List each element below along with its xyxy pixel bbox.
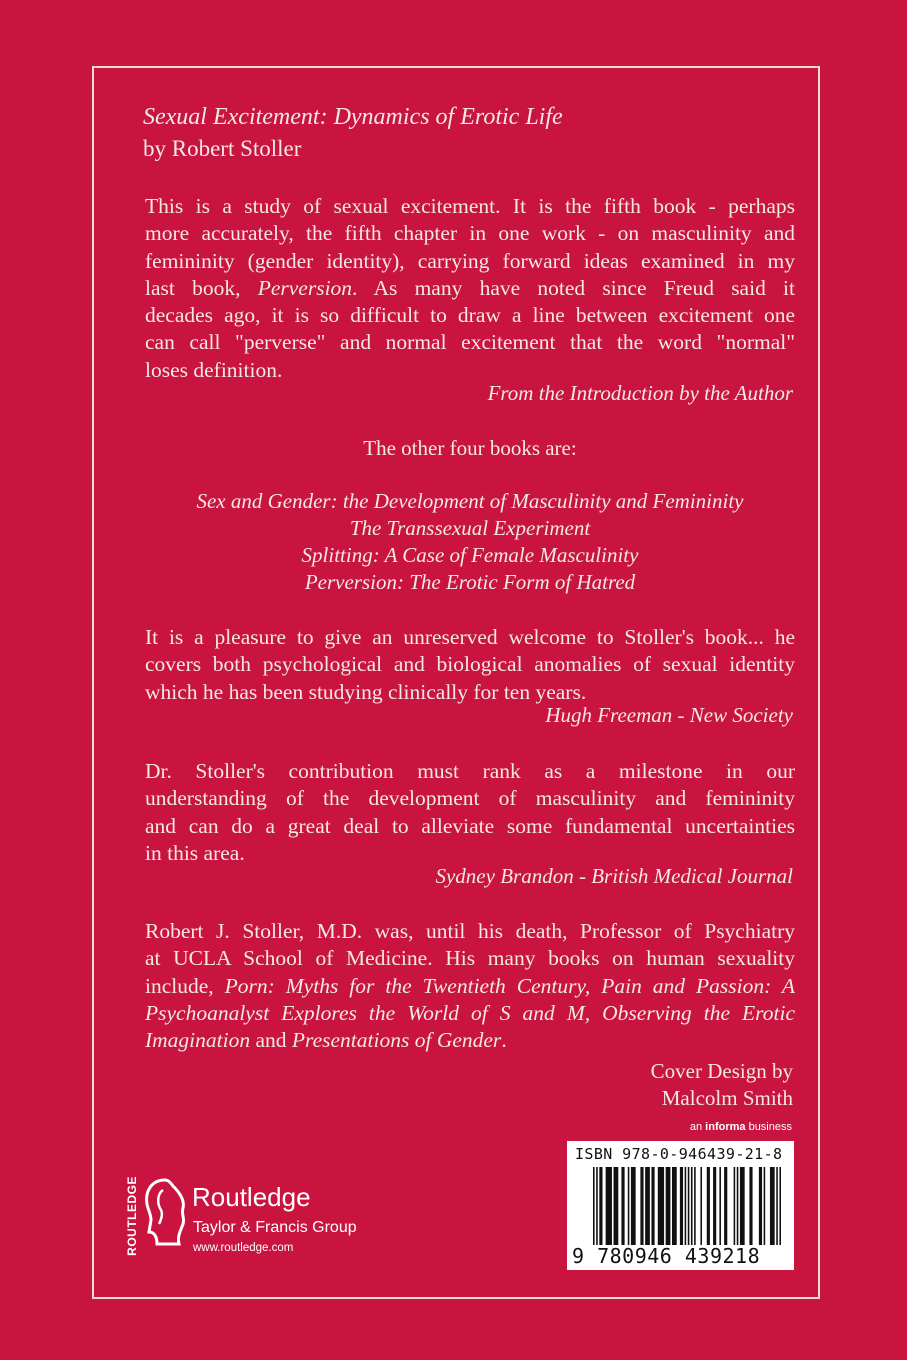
barcode-bar xyxy=(685,1167,687,1245)
barcode-bar xyxy=(719,1167,721,1245)
routledge-side-label: ROUTLEDGE xyxy=(125,1176,139,1256)
other-book-title: Splitting: A Case of Female Masculinity xyxy=(301,543,639,567)
barcode-bar xyxy=(770,1167,775,1245)
barcode-bar xyxy=(707,1167,710,1245)
barcode-bars xyxy=(593,1167,781,1245)
review-line: in this area. xyxy=(145,840,245,865)
other-books-heading: The other four books are: xyxy=(363,436,577,460)
isbn-barcode xyxy=(567,1141,794,1270)
review-sydney-brandon xyxy=(145,758,795,867)
isbn-label: ISBN 978-0-946439-21-8 xyxy=(575,1145,783,1163)
bio-line: Psychoanalyst Explores the World of S and M, Observing the Erotic xyxy=(145,1000,795,1025)
other-book-title: Sex and Gender: the Development of Masculinity and Femininity xyxy=(196,489,744,513)
barcode-bar xyxy=(628,1167,630,1245)
informa-business-tag: an informa business xyxy=(689,1121,792,1133)
bio-line: at UCLA School of Medicine. His many books on human sexuality xyxy=(145,946,795,971)
barcode-bar xyxy=(694,1167,696,1245)
barcode-bar xyxy=(640,1167,643,1245)
intro-line: This is a study of sexual excitement. It is the fifth book - perhaps xyxy=(145,194,795,218)
cover-design-label: Cover Design by xyxy=(650,1059,793,1083)
review-line: which he has been studying clinically for ten years. xyxy=(145,679,587,704)
review-line: understanding of the development of masculinity and femininity xyxy=(145,786,795,811)
barcode-bar xyxy=(776,1167,778,1245)
review-hugh-freeman xyxy=(145,624,795,706)
publisher-group: Taylor & Francis Group xyxy=(193,1219,357,1236)
book-author: by Robert Stoller xyxy=(143,136,302,161)
barcode-bar xyxy=(700,1167,702,1245)
routledge-name: Routledge xyxy=(192,1182,311,1212)
barcode-bar xyxy=(764,1167,766,1245)
barcode-bar xyxy=(737,1167,739,1245)
intro-line: more accurately, the fifth chapter in one work - on masculinity and xyxy=(145,221,795,246)
review-line: and can do a great deal to alleviate some fundamental uncertainties xyxy=(145,813,795,838)
review-line: It is a pleasure to give an unreserved welcome to Stoller's book... he xyxy=(145,625,795,649)
barcode-bar xyxy=(672,1167,677,1245)
profile-head-icon xyxy=(143,1178,187,1246)
barcode-bar xyxy=(606,1167,612,1245)
barcode-bar xyxy=(691,1167,693,1245)
other-book-title: Perversion: The Erotic Form of Hatred xyxy=(304,570,636,594)
barcode-bar xyxy=(688,1167,690,1245)
bio-line: Robert J. Stoller, M.D. was, until his death, Professor of Psychiatry xyxy=(145,919,795,943)
author-bio xyxy=(145,918,795,1054)
barcode-bar xyxy=(734,1167,736,1245)
barcode-bar xyxy=(749,1167,752,1245)
intro-line: last book, Perversion. As many have noted since Freud said it xyxy=(145,275,795,300)
barcode-bar xyxy=(724,1167,727,1245)
barcode-bar xyxy=(599,1167,602,1245)
barcode-bar xyxy=(651,1167,654,1245)
barcode-bar xyxy=(759,1167,762,1245)
intro-attribution: From the Introduction by the Author xyxy=(487,381,793,405)
cover-designer-name: Malcolm Smith xyxy=(661,1086,793,1110)
barcode-bar xyxy=(713,1167,716,1245)
barcode-bar xyxy=(596,1167,598,1245)
publisher-url: www.routledge.com xyxy=(193,1242,294,1254)
barcode-bar xyxy=(614,1167,619,1245)
isbn-digits: 9 780946 439218 xyxy=(572,1244,761,1268)
barcode-bar xyxy=(631,1167,636,1245)
review-attribution: Sydney Brandon - British Medical Journal xyxy=(435,864,793,888)
book-title: Sexual Excitement: Dynamics of Erotic Life xyxy=(143,104,563,130)
barcode-bar xyxy=(680,1167,683,1245)
other-book-title: The Transsexual Experiment xyxy=(349,516,591,540)
barcode-bar xyxy=(621,1167,624,1245)
barcode-bar xyxy=(779,1167,781,1245)
intro-line: loses definition. xyxy=(145,357,283,382)
intro-line: decades ago, it is so difficult to draw a line between excitement one xyxy=(145,303,795,328)
intro-line: can call "perverse" and normal excitement that the word "normal" xyxy=(145,330,795,355)
barcode-bar xyxy=(658,1167,664,1245)
review-line: covers both psychological and biological anomalies of sexual identity xyxy=(145,652,795,677)
cover-design-credit xyxy=(651,1058,793,1112)
barcode-bar xyxy=(740,1167,745,1245)
intro-paragraph xyxy=(145,193,795,384)
intro-line: femininity (gender identity), carrying forward ideas examined in my xyxy=(145,248,795,273)
barcode-bar xyxy=(645,1167,650,1245)
review-line: Dr. Stoller's contribution must rank as a milestone in our xyxy=(145,759,795,783)
barcode-bar xyxy=(666,1167,671,1245)
review-attribution: Hugh Freeman - New Society xyxy=(545,703,793,727)
barcode-bar xyxy=(593,1167,595,1245)
bio-line: Imagination and Presentations of Gender. xyxy=(145,1028,507,1053)
routledge-logo xyxy=(125,1176,385,1256)
bio-line: include, Porn: Myths for the Twentieth Century, Pain and Passion: A xyxy=(145,973,795,998)
